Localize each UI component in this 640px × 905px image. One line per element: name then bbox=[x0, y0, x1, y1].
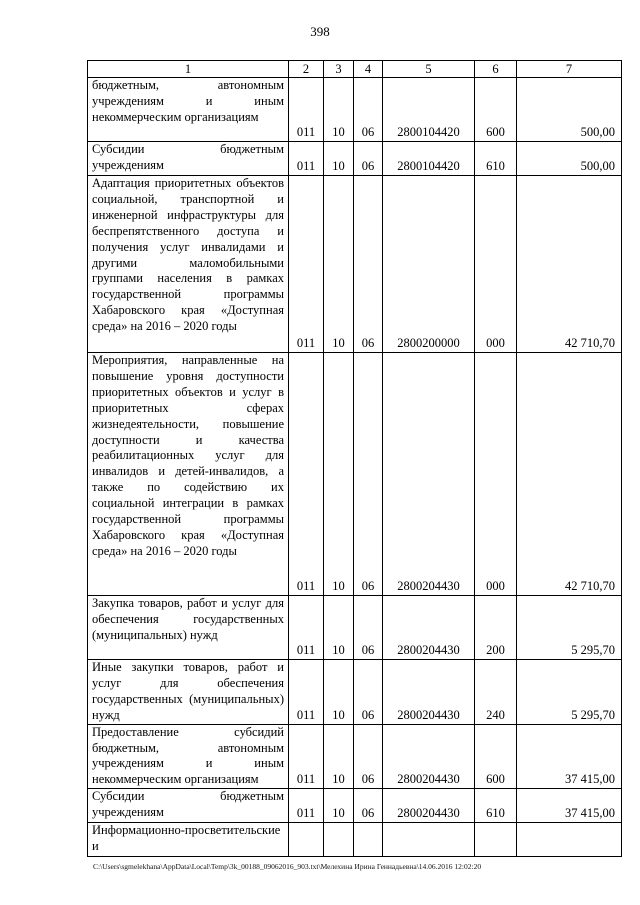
table-row bbox=[88, 142, 622, 176]
row-ministry-code: 011 bbox=[289, 596, 324, 660]
row-section-code: 10 bbox=[324, 660, 354, 725]
row-target-article bbox=[383, 823, 475, 857]
budget-table bbox=[87, 60, 622, 857]
row-ministry-code: 011 bbox=[289, 789, 324, 823]
row-section-code: 10 bbox=[324, 724, 354, 789]
header-cell-4: 4 bbox=[354, 61, 383, 78]
page-number: 398 bbox=[310, 24, 330, 39]
table-row bbox=[88, 596, 622, 660]
row-ministry-code: 011 bbox=[289, 660, 324, 725]
row-expense-type: 610 bbox=[475, 789, 517, 823]
row-subsection-code: 06 bbox=[354, 353, 383, 596]
row-description: Информационно-просветительские и bbox=[88, 823, 289, 857]
row-target-article: 2800204430 bbox=[383, 596, 475, 660]
row-subsection-code: 06 bbox=[354, 142, 383, 176]
row-section-code bbox=[324, 823, 354, 857]
row-amount: 42 710,70 bbox=[517, 353, 622, 596]
row-expense-type: 240 bbox=[475, 660, 517, 725]
row-target-article: 2800204430 bbox=[383, 353, 475, 596]
row-ministry-code: 011 bbox=[289, 78, 324, 142]
row-subsection-code: 06 bbox=[354, 78, 383, 142]
row-description: Предоставление субсидий бюджетным, автономным учреждениям и иным некоммерческим организациям bbox=[88, 724, 289, 789]
row-expense-type: 200 bbox=[475, 596, 517, 660]
row-section-code: 10 bbox=[324, 176, 354, 353]
row-target-article: 2800200000 bbox=[383, 176, 475, 353]
row-expense-type: 600 bbox=[475, 724, 517, 789]
row-ministry-code: 011 bbox=[289, 176, 324, 353]
table-row bbox=[88, 660, 622, 725]
row-description: Закупка товаров, работ и услуг для обеспечения государственных (муниципальных) нужд bbox=[88, 596, 289, 660]
row-expense-type: 000 bbox=[475, 353, 517, 596]
row-amount bbox=[517, 823, 622, 857]
table-row bbox=[88, 789, 622, 823]
row-ministry-code: 011 bbox=[289, 353, 324, 596]
row-target-article: 2800204430 bbox=[383, 724, 475, 789]
header-cell-6: 6 bbox=[475, 61, 517, 78]
header-cell-7: 7 bbox=[517, 61, 622, 78]
row-subsection-code: 06 bbox=[354, 596, 383, 660]
row-amount: 500,00 bbox=[517, 142, 622, 176]
table-row bbox=[88, 724, 622, 789]
header-cell-5: 5 bbox=[383, 61, 475, 78]
row-description: Субсидии бюджетным учреждениям bbox=[88, 142, 289, 176]
row-section-code: 10 bbox=[324, 596, 354, 660]
table-row bbox=[88, 78, 622, 142]
row-amount: 42 710,70 bbox=[517, 176, 622, 353]
row-section-code: 10 bbox=[324, 789, 354, 823]
table-row bbox=[88, 176, 622, 353]
row-description: Мероприятия, направленные на повышение уровня доступности приоритетных объектов и услуг в приоритетных сферах жизнедеятельности, повышение доступности и качества реабилитационных услуг для инвалидов и детей-инвалидов, а также по содействию их социальной интеграции в рамках государственной программы Хабаровского края «Доступная среда» на 2016 – 2020 годы bbox=[88, 353, 289, 596]
row-subsection-code: 06 bbox=[354, 724, 383, 789]
row-subsection-code: 06 bbox=[354, 176, 383, 353]
row-description: бюджетным, автономным учреждениям и иным некоммерческим организациям bbox=[88, 78, 289, 142]
table-header-row bbox=[88, 61, 622, 78]
row-expense-type: 000 bbox=[475, 176, 517, 353]
row-ministry-code bbox=[289, 823, 324, 857]
row-expense-type: 600 bbox=[475, 78, 517, 142]
row-target-article: 2800204430 bbox=[383, 660, 475, 725]
row-section-code: 10 bbox=[324, 353, 354, 596]
row-description: Адаптация приоритетных объектов социальной, транспортной и инженерной инфраструктуры для беспрепятственного доступа и получения услуг инвалидами и другими маломобильными группами населения в рамках государственной программы Хабаровского края «Доступная среда» на 2016 – 2020 годы bbox=[88, 176, 289, 353]
row-ministry-code: 011 bbox=[289, 142, 324, 176]
row-section-code: 10 bbox=[324, 142, 354, 176]
row-amount: 5 295,70 bbox=[517, 660, 622, 725]
row-subsection-code: 06 bbox=[354, 789, 383, 823]
row-expense-type: 610 bbox=[475, 142, 517, 176]
row-amount: 37 415,00 bbox=[517, 724, 622, 789]
row-description: Иные закупки товаров, работ и услуг для обеспечения государственных (муниципальных) нужд bbox=[88, 660, 289, 725]
row-ministry-code: 011 bbox=[289, 724, 324, 789]
row-amount: 5 295,70 bbox=[517, 596, 622, 660]
row-expense-type bbox=[475, 823, 517, 857]
row-section-code: 10 bbox=[324, 78, 354, 142]
header-cell-3: 3 bbox=[324, 61, 354, 78]
row-subsection-code: 06 bbox=[354, 660, 383, 725]
table-row bbox=[88, 823, 622, 857]
row-amount: 500,00 bbox=[517, 78, 622, 142]
row-amount: 37 415,00 bbox=[517, 789, 622, 823]
row-subsection-code bbox=[354, 823, 383, 857]
row-target-article: 2800104420 bbox=[383, 142, 475, 176]
row-target-article: 2800204430 bbox=[383, 789, 475, 823]
table-row bbox=[88, 353, 622, 596]
header-cell-1: 1 bbox=[88, 61, 289, 78]
row-target-article: 2800104420 bbox=[383, 78, 475, 142]
row-description: Субсидии бюджетным учреждениям bbox=[88, 789, 289, 823]
header-cell-2: 2 bbox=[289, 61, 324, 78]
file-path-footer: C:\Users\sgmelekhana\AppData\Local\Temp\3k_00188_09062016_903.txt\Мелехина Ирина Геннадьевна\14.06.2016 12:02:20 bbox=[93, 862, 482, 871]
